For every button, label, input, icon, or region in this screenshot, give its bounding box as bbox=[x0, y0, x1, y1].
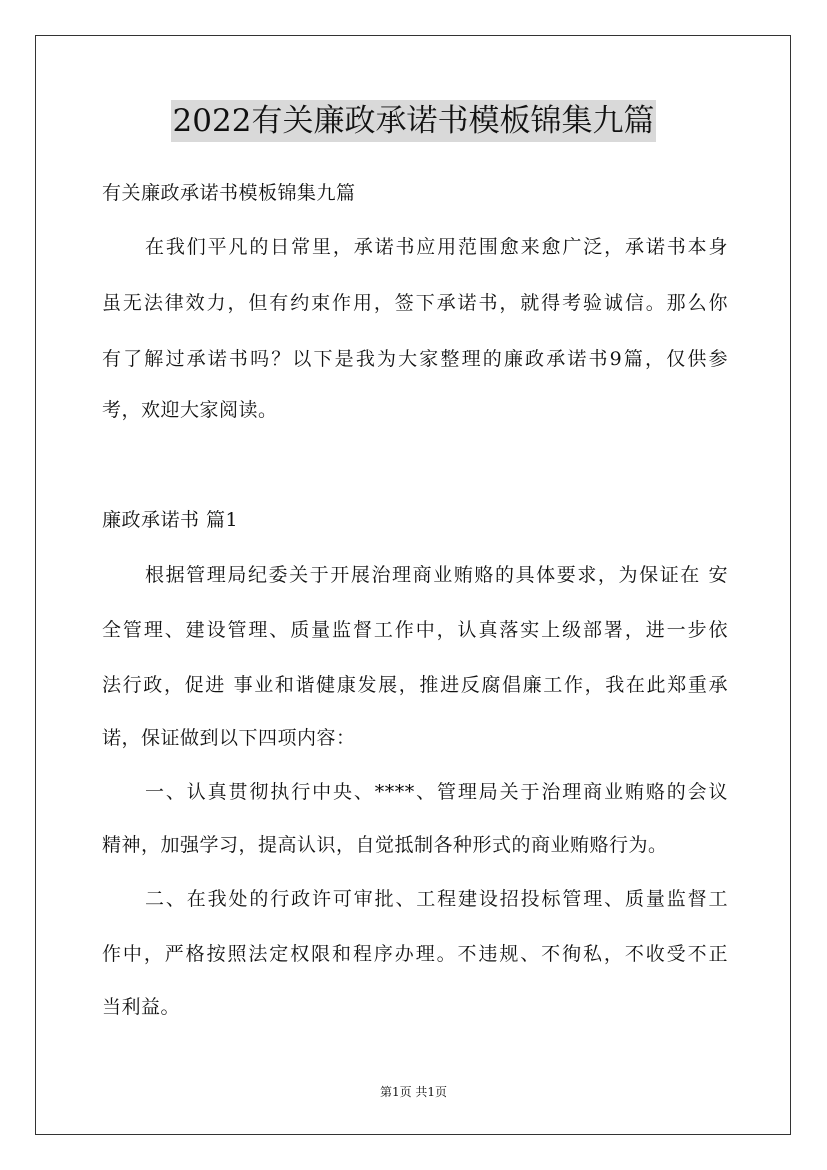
section-paragraph-line: 一、认真贯彻执行中央、****、管理局关于治理商业贿赂的会议 bbox=[145, 781, 728, 803]
document-subtitle: 有关廉政承诺书模板锦集九篇 bbox=[102, 182, 356, 204]
section-paragraph-line: 精神，加强学习，提高认识，自觉抵制各种形式的商业贿赂行为。 bbox=[102, 834, 668, 856]
section-paragraph-line: 二、在我处的行政许可审批、工程建设招投标管理、质量监督工 bbox=[145, 888, 728, 910]
document-title: 2022有关廉政承诺书模板锦集九篇 bbox=[171, 100, 657, 142]
title-container bbox=[0, 100, 827, 142]
section-heading: 廉政承诺书 篇1 bbox=[102, 509, 239, 531]
page-number-footer: 第1页 共1页 bbox=[379, 1085, 448, 1099]
section-paragraph-line: 作中，严格按照法定权限和程序办理。不违规、不徇私，不收受不正 bbox=[102, 943, 728, 965]
intro-paragraph-line: 考，欢迎大家阅读。 bbox=[102, 399, 278, 421]
intro-paragraph-line: 虽无法律效力，但有约束作用，签下承诺书，就得考验诚信。那么你 bbox=[102, 292, 728, 314]
intro-paragraph-line: 在我们平凡的日常里，承诺书应用范围愈来愈广泛，承诺书本身 bbox=[145, 236, 728, 258]
section-paragraph-line: 诺，保证做到以下四项内容： bbox=[102, 727, 356, 749]
section-paragraph-line: 法行政，促进 事业和谐健康发展，推进反腐倡廉工作，我在此郑重承 bbox=[102, 674, 728, 696]
intro-paragraph-line: 有了解过承诺书吗？以下是我为大家整理的廉政承诺书9篇，仅供参 bbox=[102, 348, 728, 370]
section-paragraph-line: 根据管理局纪委关于开展治理商业贿赂的具体要求，为保证在 安 bbox=[145, 564, 728, 586]
section-paragraph-line: 当利益。 bbox=[102, 996, 181, 1018]
section-paragraph-line: 全管理、建设管理、质量监督工作中，认真落实上级部署，进一步依 bbox=[102, 619, 728, 641]
